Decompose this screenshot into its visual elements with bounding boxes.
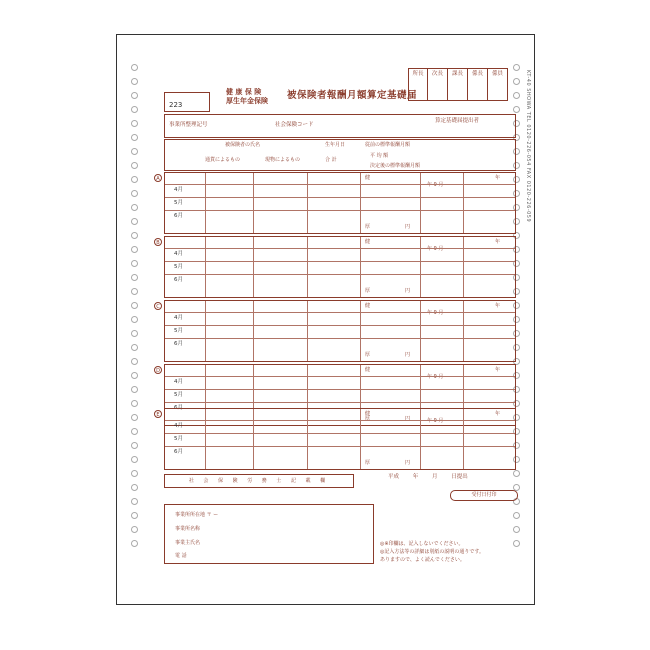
receipt-stamp: 受付日付印 <box>450 490 518 501</box>
month-row <box>165 446 515 459</box>
office-number-label: 事業所整理記号 <box>169 122 208 128</box>
month-row <box>165 312 515 325</box>
column-header <box>164 139 516 171</box>
form-title: 被保険者報酬月額算定基礎届 <box>287 90 418 101</box>
stamp-cell: 所長 <box>408 68 428 101</box>
col-decided: 決定後の標準報酬月額 <box>370 163 421 169</box>
month-row <box>165 248 515 261</box>
labor-consultant-box[interactable]: 社 会 保 険 労 務 士 記 載 欄 <box>164 474 354 488</box>
kosei-label: 厚 <box>365 224 371 230</box>
month-label: 4月 <box>174 187 183 193</box>
kenko-label: 健 <box>365 175 371 181</box>
yen-label: 円 <box>405 224 411 230</box>
kosei-label: 厚 <box>365 352 371 358</box>
nengetsu-label: 年 9 月 <box>427 246 444 252</box>
row-marker: B <box>154 238 162 246</box>
title-row <box>150 64 520 114</box>
nengetsu-label: 年 9 月 <box>427 418 444 424</box>
office-header <box>164 114 516 138</box>
month-label: 6月 <box>174 341 183 347</box>
row-marker: E <box>154 410 162 418</box>
stamp-cell: 係員 <box>488 68 508 101</box>
year-label: 年 <box>495 303 501 309</box>
month-label: 5月 <box>174 328 183 334</box>
month-row <box>165 197 515 210</box>
left-tractor-holes <box>131 64 139 554</box>
month-label: 4月 <box>174 379 183 385</box>
submission-date: 平成 年 月 日提出 <box>388 474 468 480</box>
year-label: 年 <box>495 239 501 245</box>
month-label: 5月 <box>174 200 183 206</box>
col-kind: 現物によるもの <box>265 157 301 163</box>
note-2: ◎記入方法等の詳細は別紙の説明の通りです。 <box>380 549 484 555</box>
month-label: 4月 <box>174 251 183 257</box>
kenko-label: 健 <box>365 367 371 373</box>
yen-label: 円 <box>405 416 411 422</box>
social-insurance-code-label: 社会保険コード <box>275 122 314 128</box>
row-marker: C <box>154 302 162 310</box>
month-row <box>165 325 515 338</box>
month-label: 4月 <box>174 315 183 321</box>
col-prev: 従前の標準報酬月額 <box>365 142 411 148</box>
submitter-label: 算定基礎届提出者 <box>435 118 480 124</box>
year-label: 年 <box>495 411 501 417</box>
employer-name: 事業所名称 <box>175 526 201 532</box>
employee-block[interactable] <box>156 236 516 298</box>
form-sheet <box>150 64 520 574</box>
kosei-label: 厚 <box>365 288 371 294</box>
stamp-cell: 係長 <box>468 68 488 101</box>
year-label: 年 <box>495 175 501 181</box>
employer-address: 事業所所在地 〒 ー <box>175 512 219 518</box>
stamp-cell: 次長 <box>428 68 448 101</box>
approval-stamps <box>408 68 508 101</box>
vendor-side-text: KT-40 SHOWA TEL 0120-226-054 FAX 0120-226-059 <box>525 70 531 223</box>
yen-label: 円 <box>405 288 411 294</box>
code-box <box>164 92 210 112</box>
month-row <box>165 274 515 287</box>
month-label: 6月 <box>174 277 183 283</box>
insurance-type <box>226 87 268 105</box>
year-label: 年 <box>495 367 501 373</box>
kosei-label: 厚 <box>365 460 371 466</box>
month-row <box>165 376 515 389</box>
kosei-label: 厚 <box>365 416 371 422</box>
col-avg: 平 均 額 <box>370 153 389 159</box>
month-label: 6月 <box>174 213 183 219</box>
month-row <box>165 210 515 223</box>
kenko-label: 健 <box>365 303 371 309</box>
note-3: ありますので、よく読んでください。 <box>380 557 465 563</box>
stamp-cell: 課長 <box>448 68 468 101</box>
yen-label: 円 <box>405 352 411 358</box>
employee-block[interactable] <box>156 300 516 362</box>
month-label: 6月 <box>174 449 183 455</box>
insurance-line2: 厚生年金保険 <box>226 96 268 105</box>
month-row <box>165 420 515 433</box>
month-label: 6月 <box>174 405 183 411</box>
employee-block[interactable] <box>156 172 516 234</box>
insurance-line1: 健 康 保 険 <box>226 87 262 96</box>
nengetsu-label: 年 9 月 <box>427 374 444 380</box>
month-label: 5月 <box>174 392 183 398</box>
month-row <box>165 261 515 274</box>
employer-tel: 電 話 <box>175 553 187 559</box>
month-label: 5月 <box>174 264 183 270</box>
month-row <box>165 389 515 402</box>
nengetsu-label: 年 9 月 <box>427 310 444 316</box>
employer-box[interactable] <box>164 504 374 564</box>
row-marker: A <box>154 174 162 182</box>
employee-block[interactable] <box>156 405 516 470</box>
form-code: 223 <box>169 101 183 109</box>
nengetsu-label: 年 9 月 <box>427 182 444 188</box>
month-row <box>165 338 515 351</box>
kenko-label: 健 <box>365 239 371 245</box>
instructions <box>380 540 520 564</box>
yen-label: 円 <box>405 460 411 466</box>
month-label: 5月 <box>174 436 183 442</box>
row-marker: D <box>154 366 162 374</box>
col-name: 被保険者の氏名 <box>225 142 261 148</box>
month-row <box>165 184 515 197</box>
employer-owner: 事業主氏名 <box>175 540 201 546</box>
month-row <box>165 433 515 446</box>
kenko-label: 健 <box>365 411 371 417</box>
note-1: ◎※印欄は、記入しないでください。 <box>380 541 464 547</box>
col-birth: 生年月日 <box>325 142 346 148</box>
col-total: 合 計 <box>325 157 337 163</box>
col-currency: 通貨によるもの <box>205 157 241 163</box>
month-label: 4月 <box>174 423 183 429</box>
